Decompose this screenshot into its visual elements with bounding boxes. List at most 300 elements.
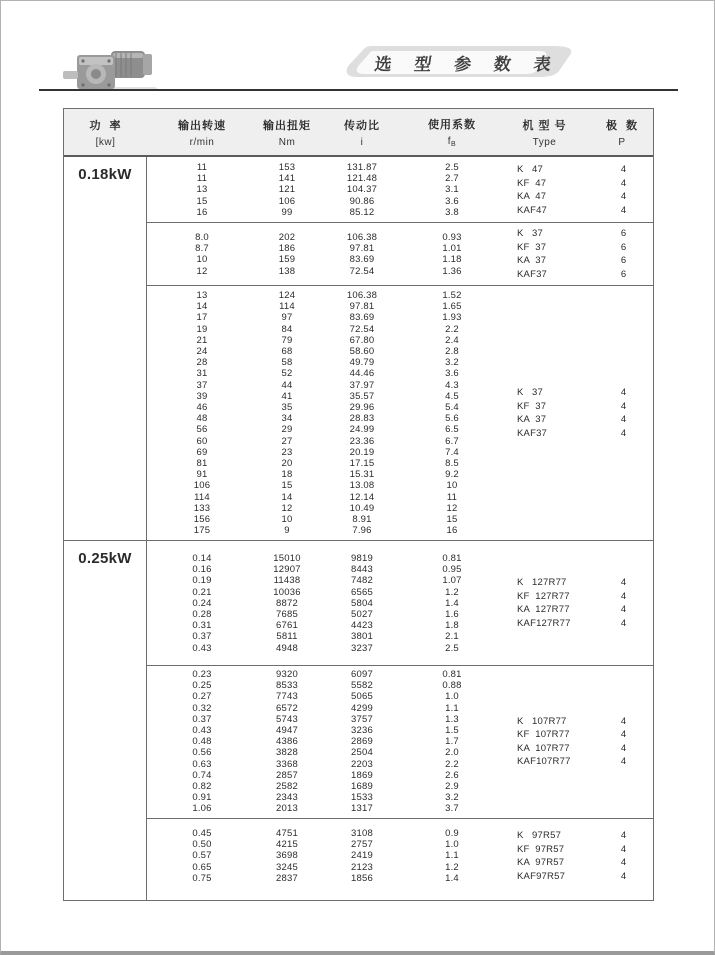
cell-ratio: 23.36 — [349, 435, 375, 447]
cell-service-factor: 2.0 — [445, 747, 459, 759]
cell-output-speed: 0.43 — [192, 725, 212, 737]
cell-output-speed: 10 — [196, 254, 208, 266]
table-row — [147, 643, 653, 654]
table-row — [147, 357, 653, 368]
cell-service-factor: 9.2 — [445, 469, 459, 481]
title-banner — [343, 44, 583, 80]
cell-poles: 4 — [620, 742, 627, 754]
table-row — [147, 514, 653, 525]
cell-ratio: 2123 — [351, 861, 373, 873]
cell-service-factor: 1.2 — [445, 586, 459, 598]
cell-service-factor: 2.2 — [445, 323, 459, 335]
cell-poles: 4 — [620, 604, 627, 616]
cell-output-speed: 0.28 — [192, 609, 212, 621]
cell-output-torque: 138 — [278, 265, 296, 277]
cell-output-torque: 5743 — [276, 713, 298, 725]
cell-poles: 4 — [620, 387, 627, 399]
cell-model-type: KAF107R77 — [517, 756, 571, 768]
cell-output-torque: 10 — [281, 514, 293, 526]
cell-output-speed: 0.91 — [192, 792, 212, 804]
cell-output-speed: 24 — [196, 346, 208, 358]
cell-service-factor: 3.7 — [445, 803, 459, 815]
cell-output-torque: 68 — [281, 346, 293, 358]
cell-service-factor: 1.0 — [445, 839, 459, 851]
type-row — [497, 386, 655, 400]
power-label-cell — [64, 157, 147, 540]
cell-ratio: 131.87 — [346, 162, 378, 173]
cell-output-speed: 0.75 — [192, 872, 212, 884]
cell-ratio: 6097 — [351, 669, 373, 680]
type-row — [497, 268, 655, 282]
cell-ratio: 72.54 — [349, 323, 375, 335]
table-row — [147, 669, 653, 680]
power-label: 0.25kW — [78, 550, 132, 567]
table-row — [147, 503, 653, 514]
cell-output-speed: 14 — [196, 301, 208, 313]
cell-output-speed: 0.65 — [192, 861, 212, 873]
cell-output-torque: 9 — [284, 525, 290, 537]
cell-service-factor: 3.6 — [445, 195, 459, 207]
data-block-37-6p — [147, 223, 653, 286]
cell-service-factor: 5.4 — [445, 402, 459, 414]
type-row — [497, 400, 655, 414]
cell-output-speed: 0.56 — [192, 747, 212, 759]
cell-model-type: KA 37 — [517, 414, 547, 426]
cell-model-type: KAF47 — [517, 204, 548, 216]
cell-service-factor: 5.6 — [445, 413, 459, 425]
cell-ratio: 8443 — [351, 564, 373, 576]
cell-ratio: 2757 — [351, 839, 373, 851]
cell-poles: 4 — [620, 577, 627, 589]
cell-model-type: KF 37 — [517, 400, 547, 412]
cell-output-torque: 124 — [278, 290, 296, 301]
cell-output-speed: 0.63 — [192, 758, 212, 770]
cell-service-factor: 3.1 — [445, 184, 459, 196]
cell-ratio: 37.97 — [349, 379, 375, 391]
cell-output-torque: 3828 — [276, 747, 298, 759]
table-row — [147, 301, 653, 312]
cell-model-type: KF 127R77 — [517, 590, 570, 602]
cell-service-factor: 12 — [446, 502, 458, 514]
cell-service-factor: 11 — [446, 491, 458, 503]
table-row — [147, 469, 653, 480]
cell-poles: 4 — [620, 715, 627, 727]
cell-output-speed: 0.14 — [192, 553, 212, 564]
cell-ratio: 7.96 — [352, 525, 372, 537]
table-row — [147, 680, 653, 691]
cell-output-speed: 0.25 — [192, 680, 212, 692]
cell-service-factor: 2.1 — [445, 631, 459, 643]
cell-output-torque: 58 — [281, 357, 293, 369]
cell-ratio: 35.57 — [349, 390, 375, 402]
cell-ratio: 9819 — [351, 553, 373, 564]
cell-ratio: 2419 — [351, 850, 373, 862]
cell-service-factor: 1.7 — [445, 736, 459, 748]
cell-service-factor: 1.52 — [442, 290, 462, 301]
cell-service-factor: 1.4 — [445, 597, 459, 609]
cell-model-type: KA 127R77 — [517, 604, 570, 616]
power-label: 0.18kW — [78, 166, 132, 183]
cell-output-speed: 13 — [196, 290, 208, 301]
cell-poles: 4 — [620, 590, 627, 602]
cell-output-torque: 52 — [281, 368, 293, 380]
cell-service-factor: 1.07 — [442, 575, 462, 587]
type-row — [497, 856, 655, 870]
cell-service-factor: 10 — [446, 480, 458, 492]
cell-service-factor: 16 — [446, 525, 458, 537]
type-row — [497, 742, 655, 756]
cell-output-torque: 7685 — [276, 609, 298, 621]
cell-service-factor: 1.36 — [442, 265, 462, 277]
cell-poles: 4 — [620, 756, 627, 768]
cell-poles: 4 — [620, 830, 627, 841]
cell-poles: 6 — [620, 228, 627, 240]
cell-output-torque: 202 — [278, 232, 296, 243]
type-row — [497, 190, 655, 204]
cell-output-torque: 2582 — [276, 781, 298, 793]
cell-service-factor: 1.01 — [442, 243, 462, 255]
cell-service-factor: 0.81 — [442, 553, 462, 564]
cell-ratio: 90.86 — [349, 195, 375, 207]
col-header-poles: 极 数 P — [605, 119, 639, 148]
table-row — [147, 447, 653, 458]
cell-output-torque: 3368 — [276, 758, 298, 770]
cell-output-torque: 2857 — [276, 769, 298, 781]
cell-ratio: 29.96 — [349, 402, 375, 414]
cell-output-torque: 4947 — [276, 725, 298, 737]
cell-output-torque: 18 — [281, 469, 293, 481]
type-row — [497, 576, 655, 590]
type-row — [497, 590, 655, 604]
cell-output-speed: 133 — [193, 502, 211, 514]
type-row — [497, 413, 655, 427]
cell-service-factor: 6.7 — [445, 435, 459, 447]
cell-output-speed: 13 — [196, 184, 208, 196]
cell-poles: 4 — [620, 843, 627, 855]
section-0.18kW — [64, 157, 653, 541]
col-header-power: 功 率 [kw] — [89, 119, 122, 148]
cell-output-speed: 0.43 — [192, 642, 212, 654]
cell-service-factor: 2.9 — [445, 781, 459, 793]
cell-output-speed: 8.0 — [195, 232, 209, 243]
cell-output-torque: 27 — [281, 435, 293, 447]
selection-table — [63, 108, 654, 901]
cell-ratio: 4423 — [351, 620, 373, 632]
cell-output-torque: 4386 — [276, 736, 298, 748]
cell-service-factor: 3.2 — [445, 357, 459, 369]
cell-output-speed: 19 — [196, 323, 208, 335]
cell-model-type: KA 47 — [517, 191, 547, 202]
table-row — [147, 368, 653, 379]
cell-service-factor: 1.4 — [445, 872, 459, 884]
cell-ratio: 3108 — [351, 828, 373, 839]
table-row — [147, 492, 653, 503]
cell-service-factor: 2.8 — [445, 346, 459, 358]
cell-ratio: 106.38 — [346, 232, 378, 243]
type-row — [497, 843, 655, 857]
cell-output-torque: 44 — [281, 379, 293, 391]
cell-service-factor: 2.7 — [445, 173, 459, 185]
cell-ratio: 28.83 — [349, 413, 375, 425]
cell-output-torque: 8872 — [276, 597, 298, 609]
cell-output-speed: 21 — [196, 334, 208, 346]
cell-service-factor: 0.95 — [442, 564, 462, 576]
cell-output-torque: 15010 — [273, 553, 301, 564]
cell-poles: 4 — [620, 177, 627, 189]
table-row — [147, 553, 653, 564]
cell-model-type: K 127R77 — [517, 577, 567, 589]
col-header-ratio: 传动比 i — [344, 119, 380, 148]
data-block-127R77 — [147, 541, 653, 666]
cell-service-factor: 1.65 — [442, 301, 462, 313]
cell-output-speed: 106 — [193, 480, 211, 492]
type-row — [497, 617, 655, 631]
cell-output-torque: 4215 — [276, 839, 298, 851]
cell-output-speed: 0.74 — [192, 769, 212, 781]
cell-model-type: KAF127R77 — [517, 617, 571, 629]
cell-service-factor: 1.3 — [445, 713, 459, 725]
cell-ratio: 1869 — [351, 769, 373, 781]
cell-model-type: K 37 — [517, 228, 544, 240]
cell-ratio: 85.12 — [349, 206, 375, 218]
page-title: 选 型 参 数 表 — [373, 54, 562, 74]
cell-output-torque: 106 — [278, 195, 296, 207]
col-header-type: 机 型 号 Type — [522, 119, 567, 148]
cell-ratio: 2504 — [351, 747, 373, 759]
cell-service-factor: 4.3 — [445, 379, 459, 391]
cell-output-speed: 31 — [196, 368, 208, 380]
cell-model-type: KF 37 — [517, 241, 547, 253]
table-row — [147, 691, 653, 702]
cell-output-speed: 69 — [196, 446, 208, 458]
cell-output-torque: 153 — [278, 162, 296, 173]
cell-poles: 4 — [620, 191, 627, 202]
cell-ratio: 121.48 — [346, 173, 378, 185]
cell-output-speed: 60 — [196, 435, 208, 447]
cell-ratio: 97.81 — [349, 243, 375, 255]
cell-service-factor: 2.2 — [445, 758, 459, 770]
cell-output-speed: 0.48 — [192, 736, 212, 748]
cell-poles: 6 — [620, 268, 627, 280]
cell-output-speed: 17 — [196, 312, 208, 324]
cell-ratio: 44.46 — [349, 368, 375, 380]
cell-ratio: 3237 — [351, 642, 373, 654]
cell-model-type: K 47 — [517, 164, 544, 175]
cell-ratio: 5582 — [351, 680, 373, 692]
col-header-output-torque: 输出扭矩 Nm — [263, 119, 311, 148]
cell-service-factor: 1.6 — [445, 609, 459, 621]
cell-output-torque: 5811 — [276, 631, 298, 643]
cell-model-type: K 97R57 — [517, 830, 562, 841]
type-row — [497, 163, 655, 177]
cell-service-factor: 6.5 — [445, 424, 459, 436]
cell-ratio: 5065 — [351, 691, 373, 703]
cell-ratio: 1533 — [351, 792, 373, 804]
cell-output-torque: 15 — [281, 480, 293, 492]
cell-output-speed: 15 — [196, 195, 208, 207]
cell-output-speed: 48 — [196, 413, 208, 425]
cell-output-torque: 10036 — [273, 586, 301, 598]
cell-output-speed: 46 — [196, 402, 208, 414]
cell-output-speed: 0.57 — [192, 850, 212, 862]
cell-service-factor: 2.6 — [445, 769, 459, 781]
cell-poles: 4 — [620, 857, 627, 868]
data-block-47 — [147, 157, 653, 223]
table-row — [147, 312, 653, 323]
table-row — [147, 781, 653, 792]
cell-ratio: 5804 — [351, 597, 373, 609]
cell-output-torque: 3245 — [276, 861, 298, 873]
cell-service-factor: 1.0 — [445, 691, 459, 703]
cell-output-torque: 11438 — [273, 575, 301, 587]
table-row — [147, 480, 653, 491]
cell-ratio: 1317 — [351, 803, 373, 815]
cell-poles: 4 — [620, 204, 627, 216]
cell-poles: 4 — [620, 400, 627, 412]
cell-ratio: 20.19 — [349, 446, 375, 458]
table-row — [147, 631, 653, 642]
cell-output-speed: 0.24 — [192, 597, 212, 609]
table-row — [147, 458, 653, 469]
cell-poles: 4 — [620, 427, 627, 439]
cell-output-torque: 7743 — [276, 691, 298, 703]
cell-ratio: 3801 — [351, 631, 373, 643]
cell-output-torque: 114 — [279, 301, 295, 313]
cell-service-factor: 1.2 — [445, 861, 459, 873]
cell-poles: 4 — [620, 729, 627, 741]
table-header-row — [64, 109, 653, 157]
cell-poles: 6 — [620, 241, 627, 253]
cell-service-factor: 0.81 — [442, 669, 462, 680]
cell-output-speed: 156 — [193, 514, 211, 526]
cell-service-factor: 1.8 — [445, 620, 459, 632]
cell-output-speed: 0.37 — [192, 713, 212, 725]
cell-output-speed: 0.16 — [192, 564, 212, 576]
cell-output-torque: 159 — [278, 254, 296, 266]
cell-output-torque: 8533 — [276, 680, 298, 692]
cell-output-torque: 12 — [281, 502, 293, 514]
cell-service-factor: 1.1 — [445, 702, 459, 714]
cell-ratio: 7482 — [351, 575, 373, 587]
cell-ratio: 17.15 — [349, 458, 375, 470]
cell-poles: 6 — [620, 255, 627, 267]
cell-poles: 4 — [620, 870, 627, 882]
cell-output-speed: 56 — [196, 424, 208, 436]
cell-output-torque: 12907 — [273, 564, 301, 576]
cell-output-speed: 12 — [196, 265, 208, 277]
cell-output-torque: 121 — [278, 184, 296, 196]
cell-output-speed: 0.23 — [192, 669, 212, 680]
header-rule — [39, 89, 678, 91]
cell-output-speed: 0.45 — [192, 828, 212, 839]
cell-model-type: KF 47 — [517, 177, 547, 189]
cell-output-torque: 84 — [281, 323, 293, 335]
col-header-output-speed: 输出转速 r/min — [178, 119, 226, 148]
cell-output-speed: 11 — [196, 173, 208, 185]
cell-service-factor: 2.4 — [445, 334, 459, 346]
cell-service-factor: 15 — [446, 514, 458, 526]
cell-output-torque: 9320 — [276, 669, 298, 680]
type-row — [497, 254, 655, 268]
table-row — [147, 803, 653, 814]
data-block-37-4p — [147, 286, 653, 540]
cell-ratio: 2869 — [351, 736, 373, 748]
cell-output-torque: 97 — [281, 312, 293, 324]
cell-service-factor: 8.5 — [445, 458, 459, 470]
cell-ratio: 24.99 — [349, 424, 375, 436]
cell-ratio: 5027 — [351, 609, 373, 621]
type-row — [497, 177, 655, 191]
cell-service-factor: 3.8 — [445, 206, 459, 218]
cell-poles: 4 — [620, 414, 627, 426]
type-row — [497, 204, 655, 218]
cell-model-type: KA 107R77 — [517, 742, 570, 754]
cell-model-type: KAF37 — [517, 427, 548, 439]
cell-ratio: 106.38 — [346, 290, 378, 301]
cell-ratio: 1856 — [351, 872, 373, 884]
cell-output-speed: 39 — [196, 390, 208, 402]
cell-poles: 4 — [620, 164, 627, 175]
cell-output-torque: 99 — [281, 206, 293, 218]
table-row — [147, 324, 653, 335]
cell-ratio: 13.08 — [349, 480, 375, 492]
power-label-cell — [64, 541, 147, 901]
cell-output-torque: 34 — [281, 413, 293, 425]
table-row — [147, 525, 653, 536]
cell-service-factor: 0.9 — [445, 828, 459, 839]
cell-ratio: 3757 — [351, 713, 373, 725]
cell-output-speed: 114 — [194, 491, 210, 503]
cell-ratio: 83.69 — [349, 254, 375, 266]
type-row — [497, 227, 655, 241]
cell-model-type: KA 37 — [517, 255, 547, 267]
cell-service-factor: 1.1 — [445, 850, 459, 862]
cell-output-speed: 0.31 — [192, 620, 212, 632]
type-row — [497, 427, 655, 441]
cell-output-speed: 0.37 — [192, 631, 212, 643]
type-row — [497, 241, 655, 255]
cell-output-speed: 16 — [196, 206, 208, 218]
cell-output-torque: 79 — [281, 334, 293, 346]
cell-ratio: 104.37 — [346, 184, 378, 196]
cell-output-speed: 0.50 — [192, 839, 212, 851]
cell-output-torque: 6572 — [276, 702, 298, 714]
cell-output-torque: 3698 — [276, 850, 298, 862]
cell-model-type: KA 97R57 — [517, 857, 565, 868]
cell-service-factor: 2.5 — [445, 642, 459, 654]
type-row — [497, 715, 655, 729]
cell-output-speed: 8.7 — [195, 243, 209, 255]
cell-output-speed: 0.19 — [192, 575, 212, 587]
cell-output-torque: 2013 — [276, 803, 298, 815]
cell-output-speed: 37 — [196, 379, 208, 391]
table-row — [147, 335, 653, 346]
cell-output-speed: 0.32 — [192, 702, 212, 714]
section-0.25kW — [64, 541, 653, 901]
table-row — [147, 346, 653, 357]
cell-output-torque: 141 — [278, 173, 296, 185]
data-block-97R57 — [147, 819, 653, 901]
type-row — [497, 829, 655, 843]
cell-model-type: KAF37 — [517, 268, 548, 280]
cell-ratio: 10.49 — [349, 502, 375, 514]
cell-output-speed: 1.06 — [192, 803, 212, 815]
cell-output-speed: 175 — [193, 525, 211, 537]
cell-output-torque: 23 — [281, 446, 293, 458]
cell-model-type: K 37 — [517, 387, 544, 399]
table-row — [147, 290, 653, 301]
col-header-service-factor: 使用系数 $f_B$ — [428, 119, 476, 148]
